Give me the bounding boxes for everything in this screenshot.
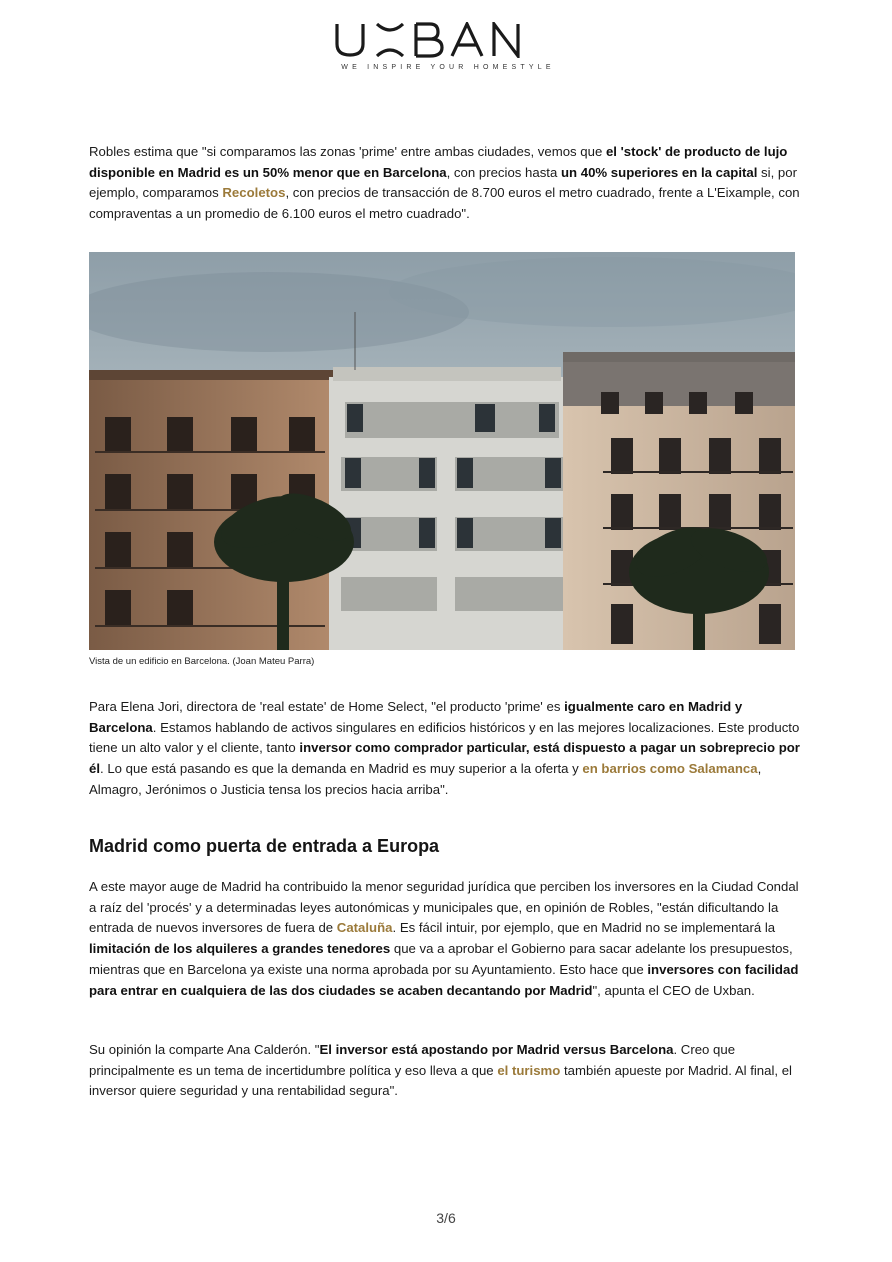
paragraph-3	[89, 877, 801, 1001]
bold-text: un 40% superiores en la capital	[560, 164, 758, 180]
bold-text: igualmente caro en Madrid y Barcelona	[89, 699, 743, 735]
text-run: que va a aprobar el Gobierno para sacar adelante los presupuestos, mientras que en Barcelona ya existe una norma aprobada por su Ayuntamiento. Esto hace que	[89, 941, 793, 977]
bold-text: El inversor está apostando por Madrid versus Barcelona	[319, 1042, 674, 1057]
bold-text: inversor como comprador particular, está dispuesto a pagar un sobreprecio por él	[89, 740, 800, 777]
bold-text: inversores con facilidad para entrar en cualquiera de las dos ciudades se acaben decantando por Madrid	[89, 961, 799, 998]
text-run: A este mayor auge de Madrid ha contribuido la menor seguridad jurídica que perciben los inversores en la Ciudad Condal a raíz del 'procés' y a determinadas leyes autonómicas y municipales que, en opinión de Robles, "están dificultando la entrada de nuevos inversores de fuera de	[89, 879, 799, 936]
paragraph-1	[89, 142, 801, 225]
paragraph-4	[89, 1040, 801, 1102]
text-run: ", apunta el CEO de Uxban.	[592, 982, 755, 998]
brand-logo	[0, 22, 892, 71]
text-run: Robles estima que "si comparamos las zonas 'prime' entre ambas ciudades, vemos que	[89, 144, 606, 159]
text-run: , con precios de transacción de 8.700 euros el metro cuadrado, frente a L'Eixample, con compraventas a un promedio de 6.100 euros el metro cuadrado".	[89, 185, 800, 222]
text-run: si, por ejemplo, comparamos	[89, 164, 797, 201]
bold-text: limitación de los alquileres a grandes tenedores	[89, 941, 391, 957]
brand-tagline: WE INSPIRE YOUR HOMESTYLE	[341, 64, 555, 71]
text-run: también apueste por Madrid. Al final, el inversor quiere seguridad y una rentabilidad segura".	[89, 1062, 792, 1099]
text-run: . Es fácil intuir, por ejemplo, que en Madrid no se implementará la	[392, 920, 776, 936]
text-run: , Almagro, Jerónimos o Justicia tensa los precios hacia arriba".	[89, 761, 762, 797]
text-run: . Lo que está pasando es que la demanda en Madrid es muy superior a la oferta y	[100, 761, 583, 777]
text-run: Su opinión la comparte Ana Calderón. "	[89, 1042, 320, 1057]
inline-link[interactable]: en barrios como Salamanca	[582, 761, 758, 777]
page-number: 3/6	[436, 1210, 456, 1226]
uxban-logo	[334, 22, 558, 58]
inline-link[interactable]: Recoletos	[222, 185, 286, 201]
inline-link[interactable]: el turismo	[497, 1062, 561, 1078]
image-caption: Vista de un edificio en Barcelona. (Joan Mateu Parra)	[89, 656, 315, 667]
inline-link[interactable]: Cataluña	[336, 920, 393, 936]
section-heading: Madrid como puerta de entrada a Europa	[89, 836, 440, 856]
text-run: Para Elena Jori, directora de 'real estate' de Home Select, "el producto 'prime' es	[89, 699, 565, 714]
text-run: , con precios hasta	[446, 164, 561, 180]
paragraph-2	[89, 697, 801, 801]
barcelona-building-photo	[89, 252, 795, 650]
text-run: . Creo que principalmente es un tema de incertidumbre política y eso lleva a que	[89, 1042, 736, 1078]
bold-text: el 'stock' de producto de lujo disponible en Madrid es un 50% menor que en Barcelona	[89, 144, 788, 180]
text-run: . Estamos hablando de activos singulares en edificios históricos y en las mejores localizaciones. Este producto tiene un alto valor y el cliente, tanto	[89, 719, 800, 756]
